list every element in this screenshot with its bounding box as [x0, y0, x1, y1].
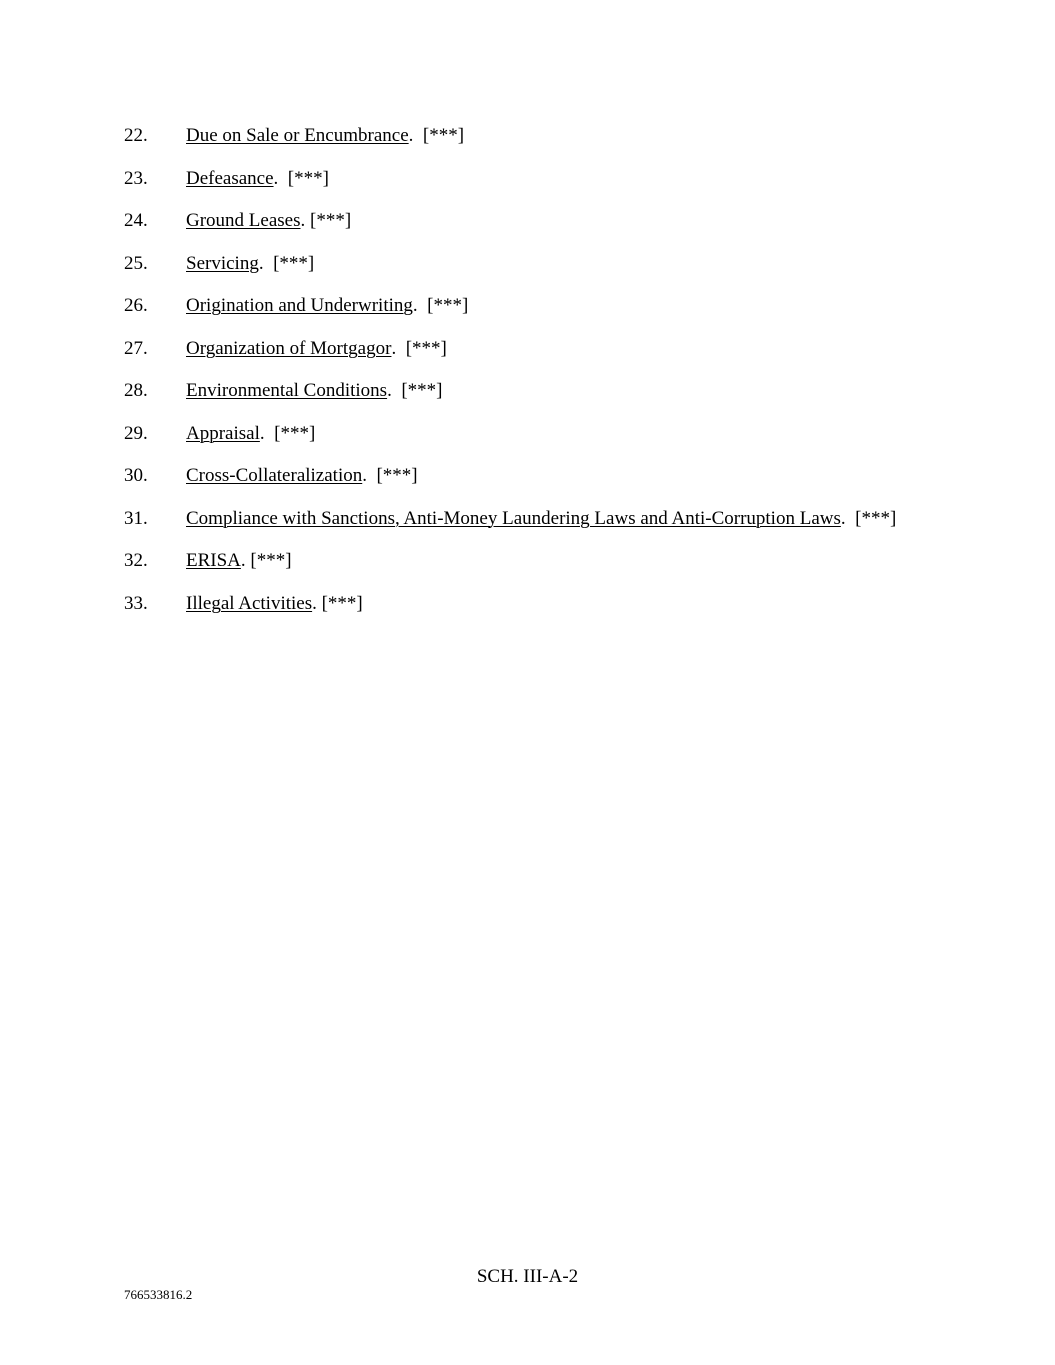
item-redacted-text: . [***] — [259, 422, 316, 444]
item-number: 22. — [124, 125, 148, 146]
schedule-item — [124, 208, 896, 251]
schedule-item — [124, 251, 896, 294]
item-number: 23. — [124, 167, 148, 189]
schedule-item — [124, 548, 896, 591]
item-heading: ERISA — [186, 550, 241, 571]
document-id: 766533816.2 — [124, 1287, 193, 1302]
item-redacted-text: . [***] — [312, 592, 363, 614]
schedule-item — [124, 506, 896, 549]
item-redacted-text: . [***] — [408, 125, 465, 146]
item-redacted-text: . [***] — [840, 507, 897, 529]
item-heading: Defeasance — [186, 167, 274, 189]
page-number-label: SCH. III-A-2 — [476, 1266, 579, 1287]
item-number: 27. — [124, 337, 148, 359]
item-redacted-text: . [***] — [362, 465, 418, 486]
item-number: 30. — [124, 465, 148, 486]
schedule-item — [124, 293, 896, 336]
item-redacted-text: . [***] — [240, 550, 292, 571]
item-heading: Cross-Collateralization — [186, 465, 363, 486]
schedule-item — [124, 166, 896, 209]
item-heading: Illegal Activities — [186, 592, 313, 614]
item-redacted-text: . [***] — [300, 210, 352, 231]
schedule-item-list — [124, 123, 896, 633]
item-heading: Appraisal — [186, 422, 260, 444]
schedule-item — [124, 378, 896, 421]
item-heading: Servicing — [186, 252, 259, 274]
item-number: 29. — [124, 422, 148, 444]
schedule-item — [124, 591, 896, 634]
schedule-item — [124, 421, 896, 464]
item-heading: Ground Leases — [186, 210, 301, 231]
item-redacted-text: . [***] — [258, 252, 315, 274]
schedule-item — [124, 463, 896, 506]
item-redacted-text: . [***] — [387, 380, 443, 401]
item-redacted-text: . [***] — [391, 337, 447, 359]
item-heading: Compliance with Sanctions, Anti-Money Laundering Laws and Anti-Corruption Laws — [186, 507, 841, 529]
item-number: 25. — [124, 252, 148, 274]
schedule-item — [124, 336, 896, 379]
item-heading: Due on Sale or Encumbrance — [186, 125, 409, 146]
schedule-item — [124, 123, 896, 166]
item-heading: Organization of Mortgagor — [186, 337, 392, 359]
item-number: 32. — [124, 550, 148, 571]
item-redacted-text: . [***] — [273, 167, 329, 189]
item-redacted-text: . [***] — [412, 295, 469, 316]
item-heading: Environmental Conditions — [186, 380, 388, 401]
item-number: 31. — [124, 507, 148, 529]
item-number: 26. — [124, 295, 148, 316]
item-heading: Origination and Underwriting — [186, 295, 413, 316]
item-number: 33. — [124, 592, 148, 614]
item-number: 24. — [124, 210, 148, 231]
item-number: 28. — [124, 380, 148, 401]
